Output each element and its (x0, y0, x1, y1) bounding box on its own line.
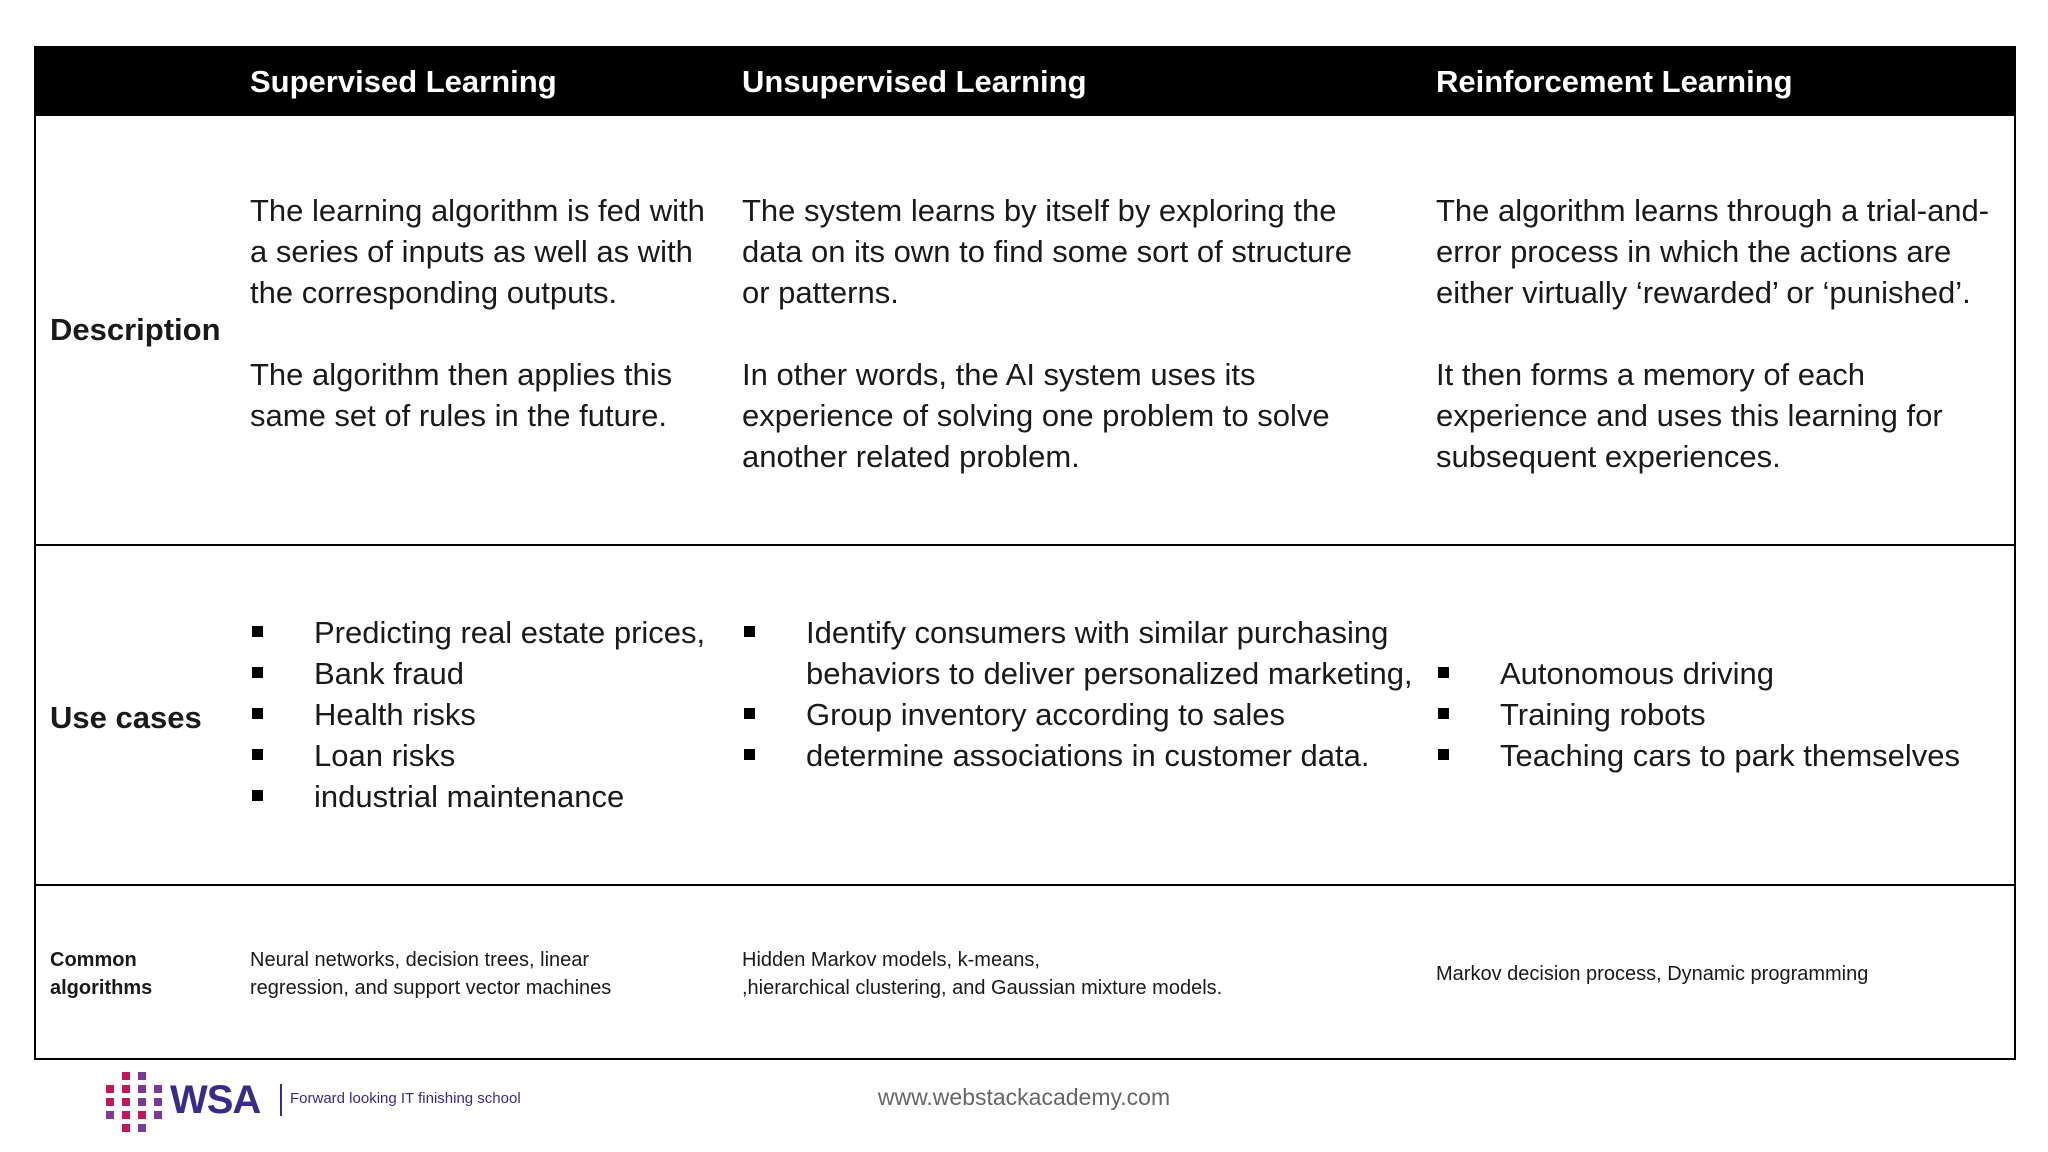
algorithms-reinforcement: Markov decision process, Dynamic programming (1436, 963, 1869, 985)
list-item: industrial maintenance (250, 776, 730, 817)
description-unsupervised-p1: The system learns by itself by exploring the data on its own to find some sort of structure or patterns. (742, 193, 1352, 310)
header-supervised: Supervised Learning (250, 64, 557, 99)
use-cases-supervised (250, 612, 730, 817)
description-reinforcement (1436, 190, 2011, 477)
algorithms-supervised: Neural networks, decision trees, linear regression, and support vector machines (250, 949, 612, 999)
list-item: Teaching cars to park themselves (1436, 735, 2011, 776)
row-label-description: Description (50, 312, 221, 347)
header-reinforcement: Reinforcement Learning (1436, 64, 1793, 99)
header-unsupervised: Unsupervised Learning (742, 64, 1087, 99)
bullet-icon (252, 749, 263, 760)
bullet-icon (744, 708, 755, 719)
logo-text: WSA (170, 1078, 261, 1122)
bullet-icon (1438, 749, 1449, 760)
bullet-icon (252, 708, 263, 719)
bullet-icon (1438, 667, 1449, 678)
use-cases-reinforcement (1436, 653, 2011, 776)
learning-comparison-table (34, 46, 2016, 1060)
bullet-icon (1438, 708, 1449, 719)
description-supervised (250, 190, 730, 436)
description-unsupervised (742, 190, 1382, 477)
bullet-icon (744, 749, 755, 760)
description-supervised-p2: The algorithm then applies this same set of rules in the future. (250, 357, 673, 433)
algorithms-unsupervised: Hidden Markov models, k-means, ,hierarchical clustering, and Gaussian mixture models. (742, 949, 1223, 999)
list-item: Predicting real estate prices, (250, 612, 730, 653)
list-item: Autonomous driving (1436, 653, 2011, 694)
footer-url: www.webstackacademy.com (877, 1084, 1171, 1110)
use-cases-unsupervised (742, 612, 1442, 776)
logo-tagline: Forward looking IT finishing school (290, 1090, 521, 1107)
bullet-icon (744, 626, 755, 637)
bullet-icon (252, 667, 263, 678)
list-item: Loan risks (250, 735, 730, 776)
list-item: Bank fraud (250, 653, 730, 694)
row-label-algorithms: Common algorithms (50, 949, 153, 999)
list-item: Health risks (250, 694, 730, 735)
list-item: Group inventory according to sales (742, 694, 1442, 735)
table-header (36, 48, 2014, 116)
list-item: Identify consumers with similar purchasing behaviors to deliver personalized marketing, (742, 612, 1442, 694)
bullet-icon (252, 790, 263, 801)
description-reinforcement-p1: The algorithm learns through a trial-and-error process in which the actions are either virtually ‘rewarded’ or ‘punished’. (1436, 193, 1990, 310)
description-reinforcement-p2: It then forms a memory of each experience and uses this learning for subsequent experiences. (1436, 357, 1943, 474)
row-divider (36, 884, 2014, 886)
description-unsupervised-p2: In other words, the AI system uses its experience of solving one problem to solve another related problem. (742, 357, 1330, 474)
description-supervised-p1: The learning algorithm is fed with a series of inputs as well as with the corresponding outputs. (250, 193, 705, 310)
row-label-use-cases: Use cases (50, 700, 202, 735)
row-divider (36, 544, 2014, 546)
bullet-icon (252, 626, 263, 637)
list-item: determine associations in customer data. (742, 735, 1442, 776)
list-item: Training robots (1436, 694, 2011, 735)
